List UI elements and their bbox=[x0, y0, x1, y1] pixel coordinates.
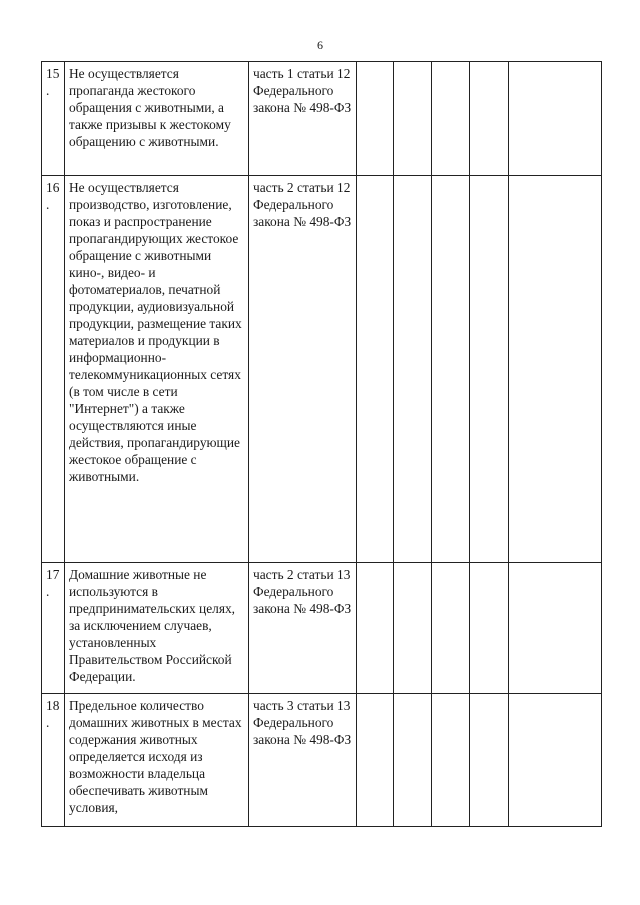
legal-reference-cell: часть 2 статьи 13 Федерального закона № 498-ФЗ bbox=[249, 563, 357, 694]
row-number-cell bbox=[42, 176, 65, 563]
table-row bbox=[42, 694, 602, 827]
row-number-cell bbox=[42, 694, 65, 827]
table-row bbox=[42, 62, 602, 176]
empty-cell bbox=[357, 563, 394, 694]
row-number-dot: . bbox=[46, 197, 50, 212]
empty-cell bbox=[357, 694, 394, 827]
empty-cell bbox=[394, 563, 432, 694]
row-number-dot: . bbox=[46, 584, 50, 599]
row-number-cell bbox=[42, 62, 65, 176]
empty-cell bbox=[432, 563, 470, 694]
requirement-cell: Не осуществляется пропаганда жестокого обращения с животными, а также призывы к жестокому обращению с животными. bbox=[65, 62, 249, 176]
row-number: 16 bbox=[46, 180, 60, 195]
requirement-cell: Предельное количество домашних животных в местах содержания животных определяется исходя из возможности владельца обеспечивать животным условия, bbox=[65, 694, 249, 827]
legal-reference-cell: часть 1 статьи 12 Федерального закона № 498-ФЗ bbox=[249, 62, 357, 176]
table-row bbox=[42, 176, 602, 563]
requirement-cell: Домашние животные не используются в предпринимательских целях, за исключением случаев, установленных Правительством Российской Федерации. bbox=[65, 563, 249, 694]
empty-cell bbox=[432, 62, 470, 176]
row-number: 17 bbox=[46, 567, 60, 582]
empty-cell bbox=[470, 62, 509, 176]
row-number-dot: . bbox=[46, 715, 50, 730]
empty-cell bbox=[432, 176, 470, 563]
row-number: 18 bbox=[46, 698, 60, 713]
empty-cell bbox=[509, 62, 602, 176]
row-number-dot: . bbox=[46, 83, 50, 98]
legal-reference-cell: часть 2 статьи 12 Федерального закона № 498-ФЗ bbox=[249, 176, 357, 563]
table-row bbox=[42, 563, 602, 694]
empty-cell bbox=[394, 176, 432, 563]
empty-cell bbox=[509, 176, 602, 563]
empty-cell bbox=[357, 62, 394, 176]
page-number: 6 bbox=[317, 38, 323, 52]
empty-cell bbox=[470, 563, 509, 694]
empty-cell bbox=[470, 176, 509, 563]
legal-reference-cell: часть 3 статьи 13 Федерального закона № 498-ФЗ bbox=[249, 694, 357, 827]
empty-cell bbox=[509, 694, 602, 827]
empty-cell bbox=[470, 694, 509, 827]
checklist-table bbox=[41, 61, 602, 827]
empty-cell bbox=[394, 62, 432, 176]
empty-cell bbox=[509, 563, 602, 694]
empty-cell bbox=[357, 176, 394, 563]
row-number: 15 bbox=[46, 66, 60, 81]
requirement-cell: Не осуществляется производство, изготовление, показ и распространение пропагандирующих жестокое обращение с животными кино-, видео- и фотоматериалов, печатной продукции, аудиовизуальной продукции, размещение таких материалов и продукции в информационно-телекоммуникационных сетях (в том числе в сети "Интернет") а также осуществляются иные действия, пропагандирующие жестокое обращение с животными. bbox=[65, 176, 249, 563]
empty-cell bbox=[432, 694, 470, 827]
empty-cell bbox=[394, 694, 432, 827]
row-number-cell bbox=[42, 563, 65, 694]
